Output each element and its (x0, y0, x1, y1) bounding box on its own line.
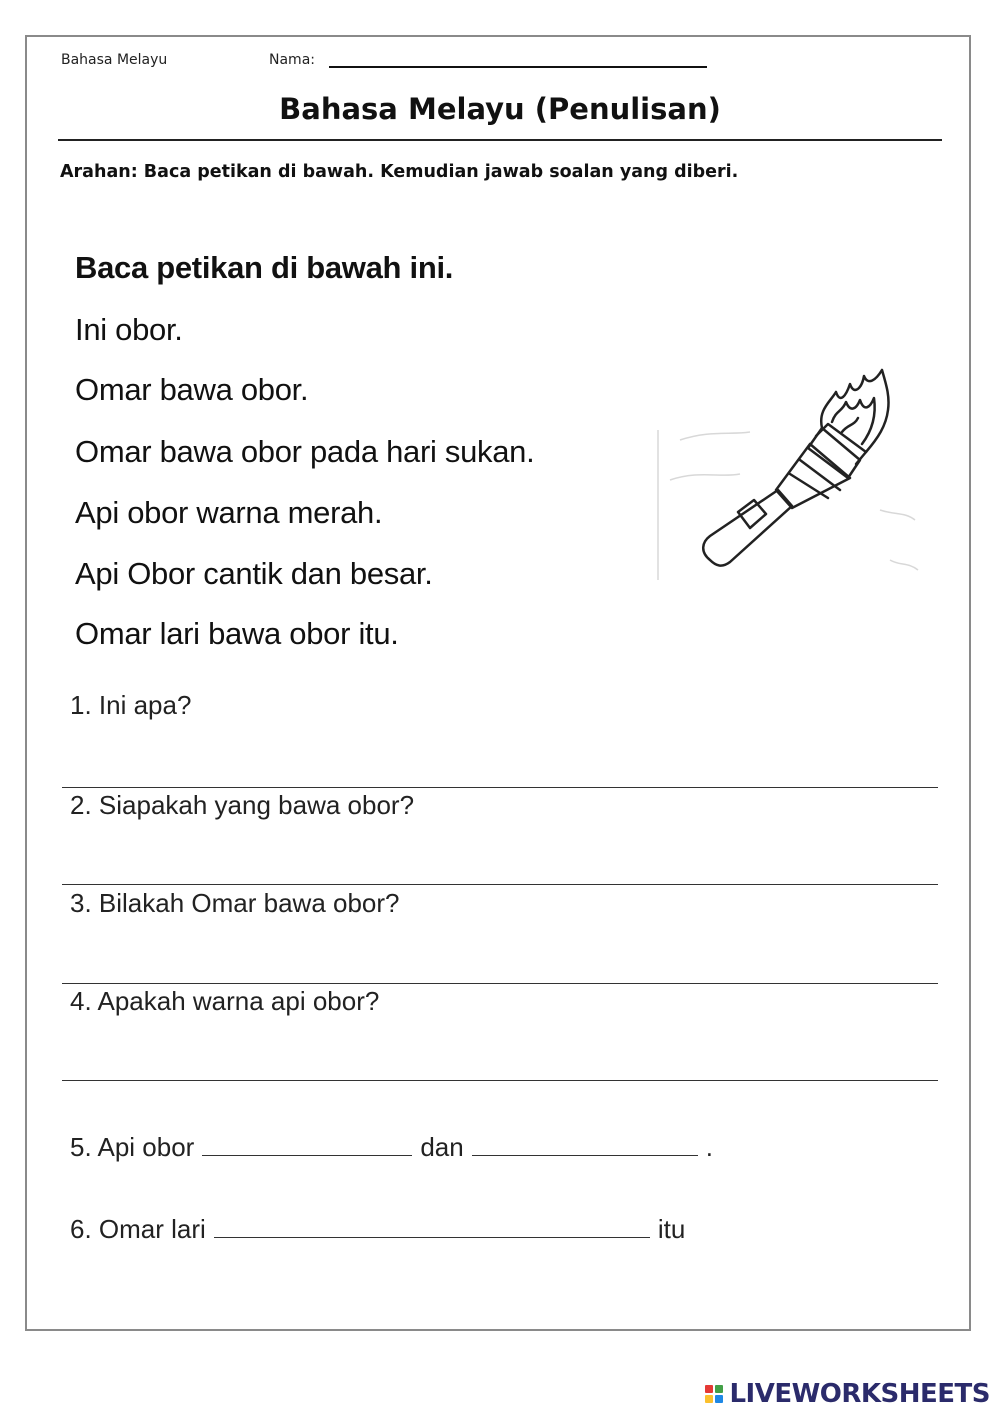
passage-line: Ini obor. (75, 312, 183, 347)
blank-5b[interactable] (472, 1135, 698, 1156)
answer-line-4[interactable] (62, 1080, 938, 1081)
question-4: 4. Apakah warna api obor? (70, 986, 380, 1016)
instruction-text: Arahan: Baca petikan di bawah. Kemudian jawab soalan yang diberi. (60, 162, 739, 182)
name-input-line[interactable] (329, 66, 707, 68)
title-divider (58, 139, 942, 141)
brand-square (705, 1395, 713, 1403)
passage-line: Api Obor cantik dan besar. (75, 556, 433, 591)
brand-square (715, 1385, 723, 1393)
passage-line: Omar bawa obor pada hari sukan. (75, 434, 535, 469)
question-5-prefix: 5. Api obor (70, 1132, 195, 1162)
passage-line: Api obor warna merah. (75, 495, 383, 530)
brand-square (705, 1385, 713, 1393)
passage-line: Omar lari bawa obor itu. (75, 616, 399, 651)
question-5-middle: dan (420, 1132, 464, 1162)
torch-icon (650, 340, 930, 590)
question-5-end: . (705, 1132, 713, 1162)
question-6-end: itu (657, 1214, 686, 1244)
answer-line-3[interactable] (62, 983, 938, 984)
name-label: Nama: (269, 52, 315, 68)
passage-line: Omar bawa obor. (75, 372, 309, 407)
passage-heading: Baca petikan di bawah ini. (75, 250, 454, 285)
question-1: 1. Ini apa? (70, 690, 192, 720)
brand-mark-icon (705, 1385, 723, 1403)
question-2: 2. Siapakah yang bawa obor? (70, 790, 415, 820)
question-6-prefix: 6. Omar lari (70, 1214, 206, 1244)
question-6 (70, 1214, 685, 1245)
answer-line-1[interactable] (62, 787, 938, 788)
blank-6[interactable] (214, 1217, 650, 1238)
brand-text: LIVEWORKSHEETS (729, 1379, 990, 1409)
page-title: Bahasa Melayu (Penulisan) (279, 92, 721, 126)
subject-label: Bahasa Melayu (61, 52, 168, 68)
blank-5a[interactable] (202, 1135, 412, 1156)
question-5 (70, 1132, 713, 1163)
question-3: 3. Bilakah Omar bawa obor? (70, 888, 400, 918)
brand-square (715, 1395, 723, 1403)
answer-line-2[interactable] (62, 884, 938, 885)
liveworksheets-logo[interactable] (705, 1378, 990, 1410)
